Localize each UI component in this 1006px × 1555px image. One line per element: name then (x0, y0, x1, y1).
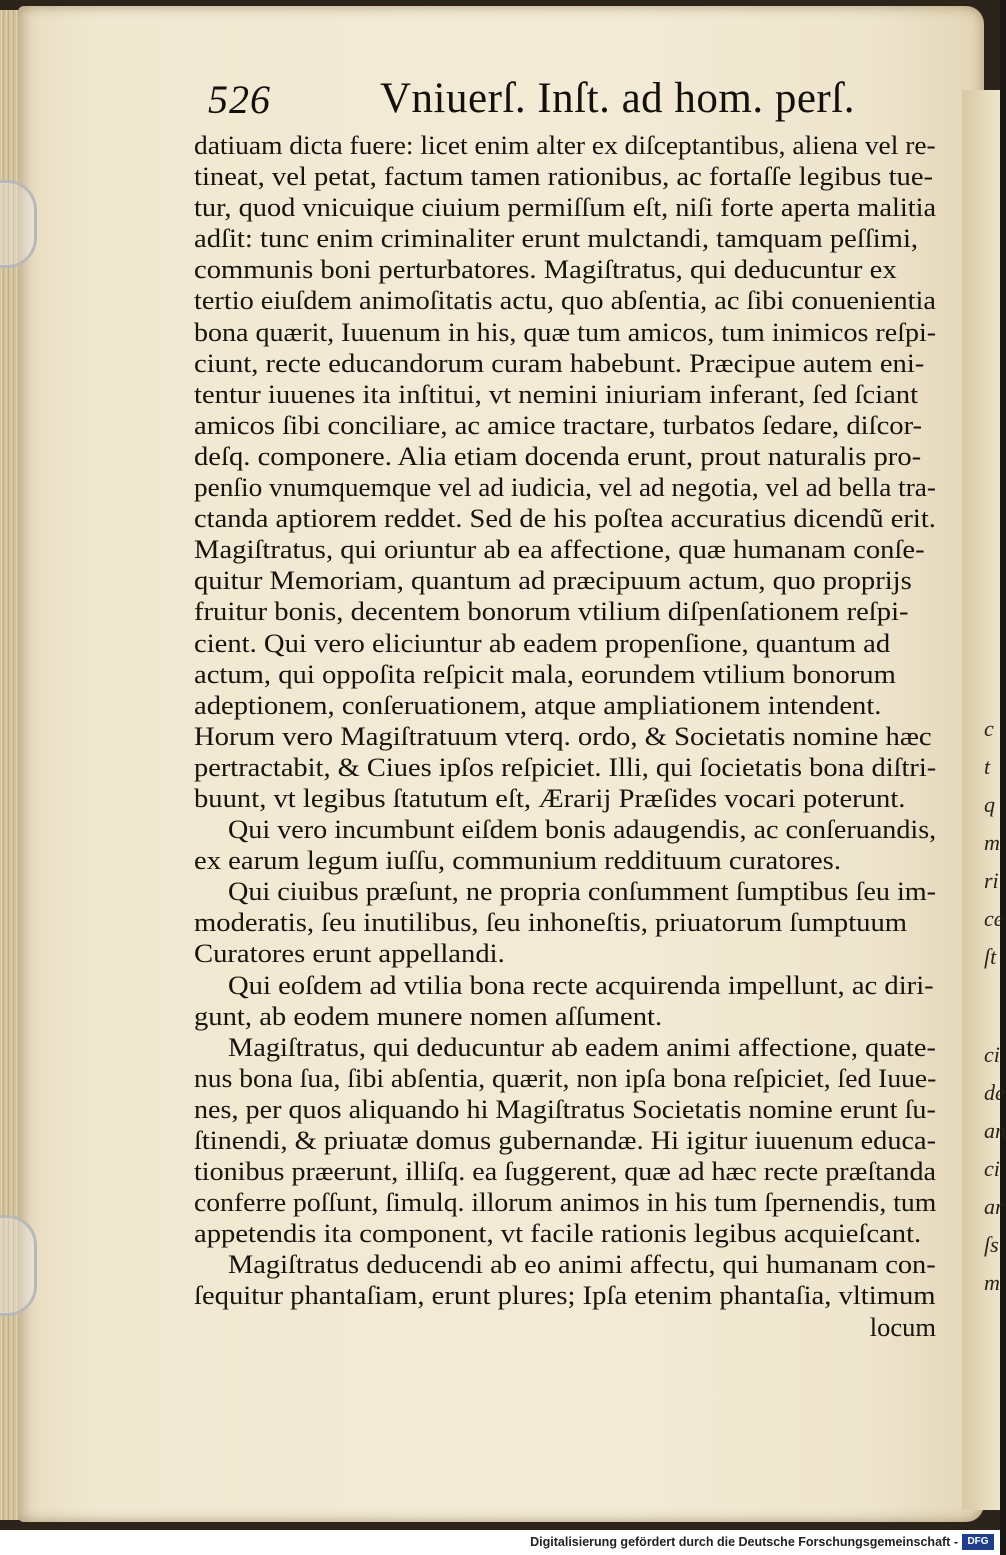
text-line: adeptionem, conſeruationem, atque ampliationem intendent. (194, 689, 882, 720)
text-line: quitur Memoriam, quantum ad præcipuum actum, quo proprijs (194, 565, 912, 596)
adjacent-fragment: t (984, 754, 991, 779)
text-line: actum, qui oppoſita reſpicit mala, eorundem vtilium bonorum (194, 658, 896, 689)
adjacent-fragment: ci (984, 1156, 1000, 1181)
adjacent-fragment: ri (984, 868, 999, 893)
paragraph-first-line: Magiſtratus deducendi ab eo animi affectu, qui humanam con- (228, 1249, 936, 1280)
text-line: Horum vero Magiſtratuum vterq. ordo, & Societatis nomine hæc (194, 720, 932, 751)
paper-clip-bottom (0, 1215, 37, 1316)
text-line: moderatis, ſeu inutilibus, ſeu inhoneſtis, priuatorum ſumptuum (194, 907, 908, 938)
text-line: tur, quod vnicuique ciuium permiſſum eſt, niſi forte aperta malitia (194, 192, 937, 223)
catchword: locum (869, 1311, 936, 1342)
paragraph-first-line: Qui vero incumbunt eiſdem bonis adaugendis, ac conſeruandis, (228, 814, 937, 845)
text-line: tionibus præerunt, illiſq. ea ſuggerent, quæ ad hæc recte præſtanda (194, 1156, 936, 1187)
text-line: Magiſtratus, qui oriuntur ab ea affectione, quæ humanam conſe- (194, 534, 925, 565)
text-line: datiuam dicta fuere: licet enim alter ex diſceptantibus, aliena vel re- (194, 130, 936, 160)
adjacent-fragment: ſs (984, 1232, 999, 1257)
adjacent-fragment: c (984, 716, 994, 741)
adjacent-fragment: q (984, 792, 995, 817)
adjacent-page-strip (962, 90, 1006, 1510)
paragraph-first-line: Magiſtratus, qui deducuntur ab eadem animi affectione, quate- (228, 1031, 936, 1062)
adjacent-fragment: an (984, 1118, 1006, 1143)
text-line: penſio vnumquemque vel ad iudicia, vel ad negotia, vel ad bella tra- (194, 472, 937, 503)
adjacent-fragment: ce (984, 906, 1004, 931)
text-line: amicos ſibi conciliare, ac amice tractare, turbatos ſedare, diſcor- (194, 409, 923, 440)
text-line: adſit: tunc enim criminaliter erunt mulctandi, tamquam peſſimi, (194, 223, 919, 254)
adjacent-fragment: de (984, 1080, 1005, 1105)
text-line: nes, per quos aliquando hi Magiſtratus Societatis nomine erunt ſu- (194, 1093, 936, 1124)
text-line: tentur iuuenes ita inſtitui, vt nemini iniuriam inferant, ſed ſciant (194, 378, 919, 409)
text-line: buunt, vt legibus ſtatutum eſt, Ærarij Præſides vocari poterunt. (194, 782, 906, 813)
text-line: tineat, vel petat, factum tamen rationibus, ac fortaſſe legibus tue- (194, 161, 934, 192)
text-line: deſq. componere. Alia etiam docenda erunt, prout naturalis pro- (194, 440, 922, 471)
adjacent-fragment: m (984, 830, 1000, 855)
text-block (194, 130, 936, 1343)
adjacent-fragment: ci (984, 1042, 1000, 1067)
running-head (208, 76, 928, 126)
text-line: pertractabit, & Ciues ipſos reſpiciet. Illi, qui ſocietatis bona diſtri- (194, 751, 937, 782)
page-number: 526 (208, 77, 271, 122)
running-title: Vniuerſ. Inſt. ad hom. perſ. (380, 75, 855, 122)
text-line: gunt, ab eodem munere nomen aſſument. (194, 1000, 663, 1031)
text-line: ſequitur phantaſiam, erunt plures; Ipſa etenim phantaſia, vltimum (194, 1280, 936, 1311)
paragraph-first-line: Qui eoſdem ad vtilia bona recte acquirenda impellunt, ac diri- (228, 969, 934, 1000)
paper-clip-top (0, 180, 37, 268)
adjacent-fragment: ar (984, 1194, 1004, 1219)
text-line: ctanda aptiorem reddet. Sed de his poſtea accuratius dicendũ erit. (194, 503, 936, 534)
text-line: Curatores erunt appellandi. (194, 938, 505, 969)
text-line: cient. Qui vero eliciuntur ab eadem propenſione, quantum ad (194, 627, 891, 658)
text-line: conferre poſſunt, ſimulq. illorum animos in his tum ſpernendis, tum (194, 1187, 937, 1218)
digitization-footer (0, 1530, 1000, 1555)
dfg-logo: DFG (962, 1534, 994, 1550)
text-line: ciunt, recte educandorum curam habebunt. Præcipue autem eni- (194, 347, 925, 378)
text-line: bona quærit, Iuuenum in his, quæ tum amicos, tum inimicos reſpi- (194, 316, 937, 347)
text-line: nus bona ſua, ſibi abſentia, quærit, non ipſa bona reſpiciet, ſed Iuue- (194, 1062, 937, 1093)
text-line: tertio eiuſdem animoſitatis actu, quo abſentia, ac ſibi conuenientia (194, 285, 936, 316)
text-line: appetendis ita component, vt facile rationis legibus acquieſcant. (194, 1218, 922, 1249)
text-line: fruitur bonis, decentem bonorum vtilium diſpenſationem reſpi- (194, 596, 909, 627)
paragraph-first-line: Qui ciuibus præſunt, ne propria conſumment ſumptibus ſeu im- (228, 876, 937, 907)
adjacent-fragment: m (984, 1270, 1000, 1295)
text-line: ex earum legum iuſſu, communium reddituum curatores. (194, 845, 841, 876)
text-line: communis boni perturbatores. Magiſtratus, qui deducuntur ex (194, 254, 897, 285)
footer-credit: Digitalisierung gefördert durch die Deutsche Forschungsgemeinschaft - (530, 1535, 958, 1549)
text-line: ſtinendi, & priuatæ domus gubernandæ. Hi igitur iuuenum educa- (194, 1125, 937, 1155)
adjacent-fragment: ſt (984, 944, 997, 969)
